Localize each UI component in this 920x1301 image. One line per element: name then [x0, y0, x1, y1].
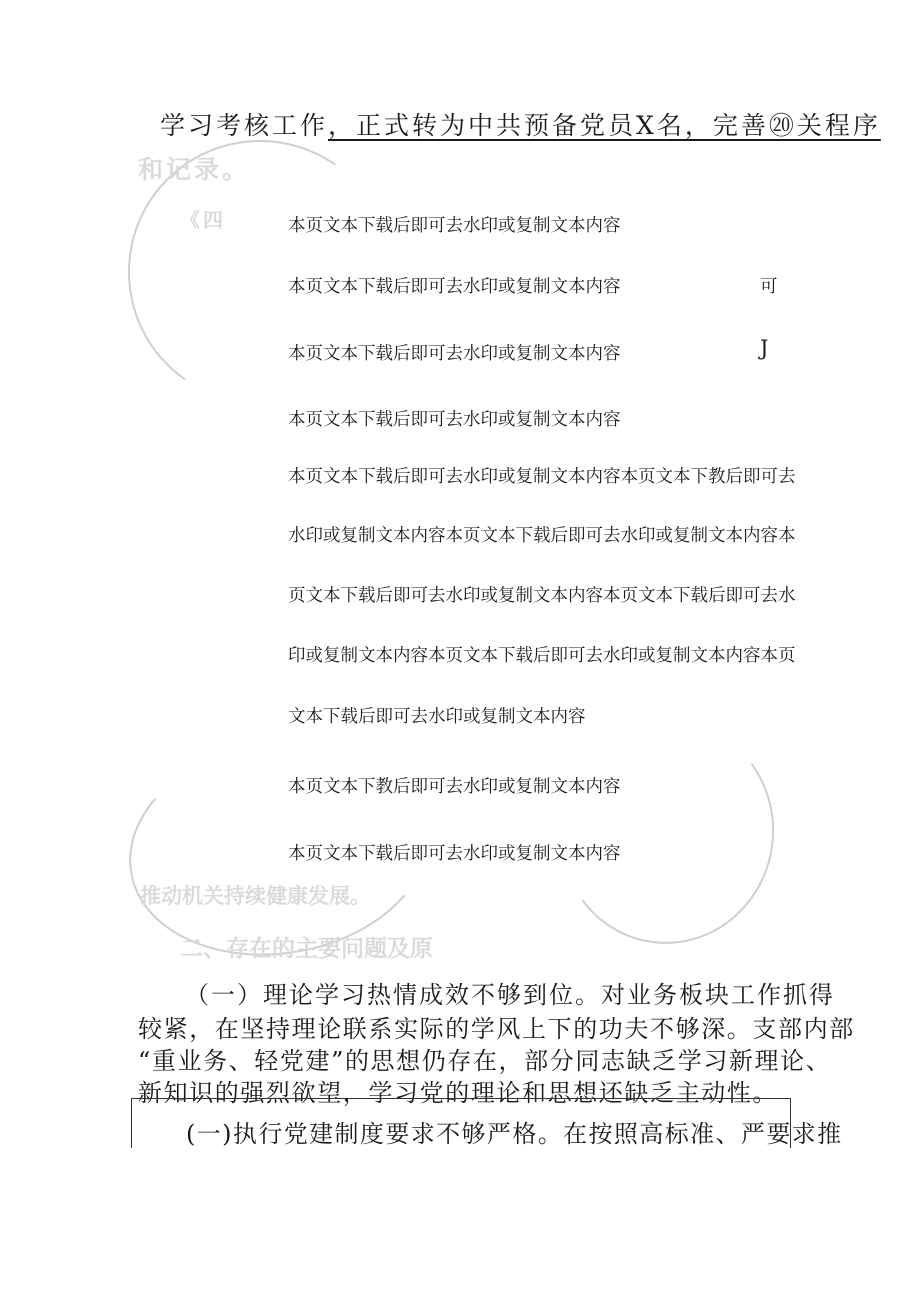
watermark-line: 本页文本下载后即可去水印或复制文本内容: [288, 216, 621, 236]
decorative-arc-bottom-right: [545, 706, 788, 958]
watermark-line: 文本下载后即可去水印或复制文本内容: [288, 707, 586, 727]
watermark-line: 本页文本下载后即可去水印或复制文本内容: [288, 344, 621, 364]
watermark-line: 本页文本下载后即可去水印或复制文本内容: [288, 410, 621, 430]
body-line: “重业务、轻党建”的思想仍存在，部分同志缺乏学习新理论、: [138, 1047, 832, 1075]
watermark-line: 页文本下载后即可去水印或复制文本内容本页文本下载后即可去水: [288, 586, 796, 606]
body-line: （一）理论学习热情成效不够到位。对业务板块工作抓得: [185, 981, 835, 1009]
top-line-1-b: ，正式转为中共预备党员X名，完善⑳关程序: [328, 111, 881, 140]
watermark-line: 印或复制文本内容本页文本下载后即可去水印或复制文本内容本页: [288, 646, 796, 666]
watermark-line: 本页文本下载后即可去水印或复制文本内容: [288, 277, 621, 297]
side-mark: J: [760, 336, 769, 360]
box-border-left: [131, 1098, 132, 1148]
boxed-line: (一)执行党建制度要求不够严格。在按照高标准、严要求推: [186, 1120, 843, 1148]
faded-line: 推动机关持续健康发展。: [140, 883, 371, 908]
watermark-line: 本页文本下教后即可去水印或复制文本内容: [288, 777, 621, 797]
box-border-top: [131, 1098, 791, 1099]
watermark-line: 本页文本下载后即可去水印或复制文本内容: [288, 844, 621, 864]
top-line-1: [160, 106, 881, 142]
watermark-line: 水印或复制文本内容本页文本下载后即可去水印或复制文本内容本: [288, 526, 796, 546]
top-line-2: 和记录。: [138, 155, 251, 184]
top-line-1-a: 学习考核工作: [160, 111, 329, 140]
body-line: 较紧，在坚持理论联系实际的学风上下的功夫不够深。支部内部: [138, 1015, 855, 1043]
faded-heading: 二、存在的主要问题及原: [180, 935, 433, 962]
side-mark: 可: [760, 277, 778, 297]
watermark-line: 本页文本下载后即可去水印或复制文本内容本页文本下教后即可去: [288, 467, 796, 487]
body-line: 新知识的强烈欲望，学习党的理论和思想还缺乏主动性。: [138, 1079, 778, 1107]
faded-fragment: 《四: [180, 208, 226, 232]
